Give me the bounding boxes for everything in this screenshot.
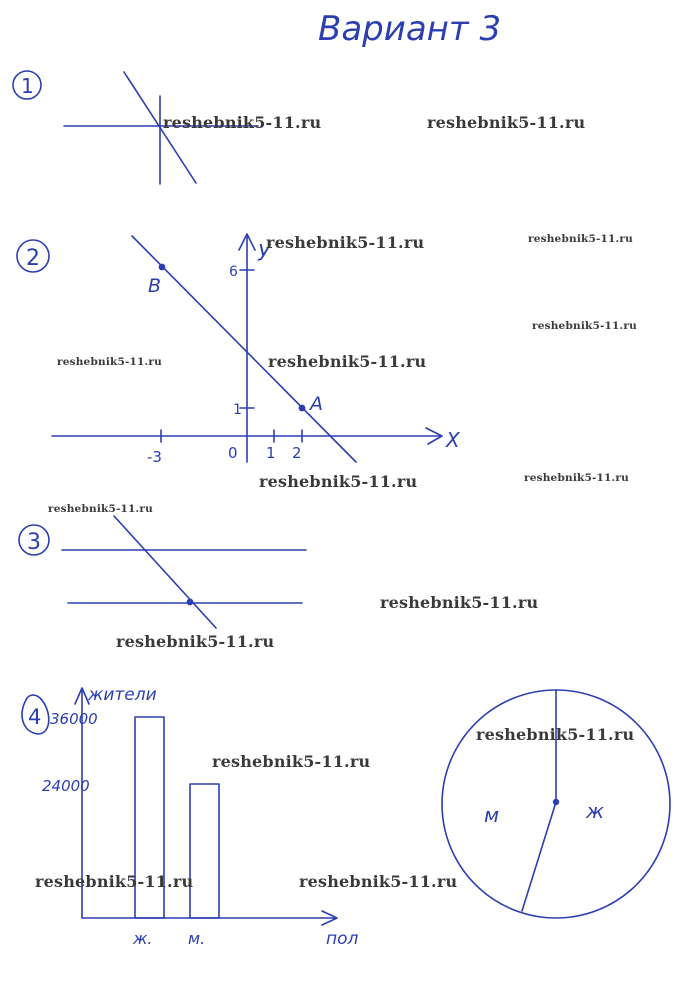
watermark: reshebnik5-11.ru — [524, 472, 629, 484]
watermark: reshebnik5-11.ru — [476, 725, 635, 744]
task-4-number: 4 — [28, 705, 42, 729]
pie-chart-divider-bottom — [522, 802, 556, 911]
task-3-transversal — [114, 516, 216, 628]
task-2-point-a-label: A — [310, 393, 323, 415]
bar-chart-tick-label-top: 36000 — [50, 710, 98, 728]
watermark: reshebnik5-11.ru — [532, 320, 637, 332]
task-2-tick-label-1x: 1 — [266, 444, 276, 462]
watermark: reshebnik5-11.ru — [57, 356, 162, 368]
watermark: reshebnik5-11.ru — [212, 752, 371, 771]
watermark: reshebnik5-11.ru — [268, 352, 427, 371]
watermark: reshebnik5-11.ru — [266, 233, 425, 252]
pie-chart-label-left: м — [484, 803, 500, 827]
task-2-tick-label-m3: -3 — [147, 448, 162, 466]
task-1-number: 1 — [21, 74, 34, 98]
pie-chart-center — [554, 800, 559, 805]
bar-chart — [42, 685, 359, 949]
bar-chart-tick-label-mid: 24000 — [42, 777, 90, 795]
watermark: reshebnik5-11.ru — [163, 113, 322, 132]
task-2-point-b-label: B — [148, 275, 162, 297]
bar-label: ж. — [133, 929, 153, 948]
bar-label: м. — [188, 929, 206, 948]
bar-men — [190, 784, 219, 918]
task-2-point-a-dot — [299, 405, 304, 410]
task-2-number: 2 — [26, 246, 40, 271]
task-3-number: 3 — [27, 530, 41, 555]
watermark: reshebnik5-11.ru — [380, 593, 539, 612]
watermark: reshebnik5-11.ru — [35, 872, 194, 891]
task-2-x-axis-label: X — [446, 428, 460, 452]
watermark: reshebnik5-11.ru — [116, 632, 275, 651]
watermark: reshebnik5-11.ru — [427, 113, 586, 132]
task-2 — [17, 234, 461, 466]
pie-chart-label-right: ж — [586, 799, 605, 823]
watermark: reshebnik5-11.ru — [299, 872, 458, 891]
page-title: Вариант 3 — [318, 9, 502, 49]
watermark: reshebnik5-11.ru — [48, 503, 153, 515]
task-2-origin-label: 0 — [228, 444, 238, 462]
task-2-tick-label-1y: 1 — [233, 402, 242, 418]
task-2-tick-label-6: 6 — [229, 264, 238, 280]
task-2-point-b-dot — [159, 264, 164, 269]
watermark: reshebnik5-11.ru — [528, 233, 633, 245]
bar-chart-y-axis-label: жители — [88, 685, 157, 705]
task-3-intersection-dot — [187, 599, 192, 604]
watermark: reshebnik5-11.ru — [259, 472, 418, 491]
task-3 — [19, 516, 306, 628]
bar-chart-x-axis-label: пол — [326, 929, 359, 949]
task-2-y-axis-label: y — [258, 237, 272, 262]
task-2-tick-label-2: 2 — [292, 444, 302, 462]
